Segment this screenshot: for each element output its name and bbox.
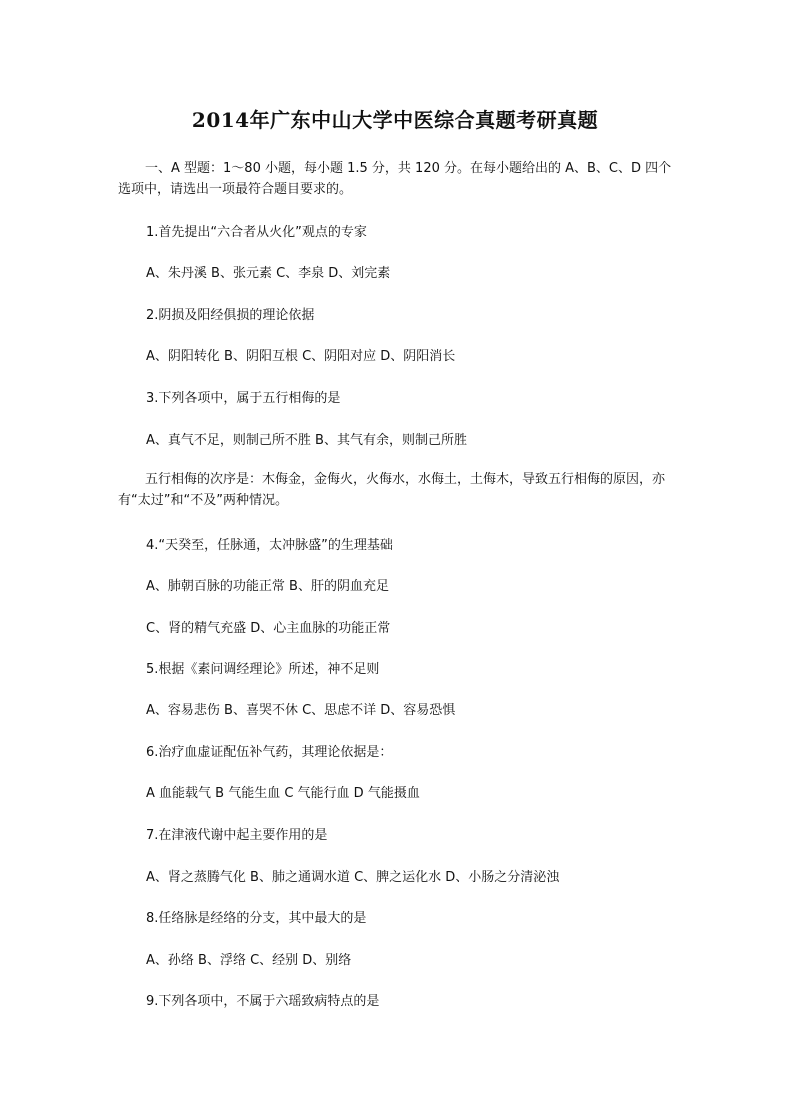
options-4b: C、肾的精气充盛 D、心主血脉的功能正常: [146, 621, 391, 636]
question-3: 3.下列各项中，属于五行相侮的是: [146, 391, 341, 406]
section-intro: 一、A 型题：1～80 小题，每小题 1.5 分，共 120 分。在每小题给出的 A、B、C、D 四个选项中，请选出一项最符合题目要求的。: [118, 161, 672, 197]
options-4a: A、肺朝百脉的功能正常 B、肝的阴血充足: [146, 579, 389, 594]
question-6: 6.治疗血虚证配伍补气药，其理论依据是：: [146, 745, 393, 760]
question-4: 4.“天癸至，任脉通，太冲脉盛”的生理基础: [146, 538, 393, 553]
question-8: 8.任络脉是经络的分支，其中最大的是: [146, 911, 367, 926]
question-9: 9.下列各项中，不属于六瑶致病特点的是: [146, 994, 380, 1009]
question-2: 2.阴损及阳经俱损的理论依据: [146, 308, 315, 323]
page-title: 2014年广东中山大学中医综合真题考研真题: [191, 108, 599, 132]
options-6: A 血能载气 B 气能生血 C 气能行血 D 气能摄血: [146, 786, 420, 801]
options-2: A、阴阳转化 B、阴阳互根 C、阴阳对应 D、阴阳消长: [146, 349, 456, 364]
options-8: A、孙络 B、浮络 C、经别 D、别络: [146, 953, 352, 968]
options-1: A、朱丹溪 B、张元素 C、李泉 D、刘完素: [146, 266, 391, 281]
options-3: A、真气不足，则制己所不胜 B、其气有余，则制己所胜: [146, 433, 467, 448]
question-1: 1.首先提出“六合者从火化”观点的专家: [146, 225, 367, 240]
question-5: 5.根据《素问调经理论》所述，神不足则: [146, 662, 380, 677]
options-5: A、容易悲伤 B、喜哭不休 C、思虑不详 D、容易恐惧: [146, 703, 456, 718]
explanation-3: 五行相侮的次序是：木侮金，金侮火，火侮水，水侮土，土侮木，导致五行相侮的原因，亦有“太过”和“不及”两种情况。: [118, 472, 666, 508]
options-7: A、肾之蒸腾气化 B、肺之通调水道 C、脾之运化水 D、小肠之分清泌浊: [146, 870, 560, 885]
question-7: 7.在津液代谢中起主要作用的是: [146, 828, 328, 843]
